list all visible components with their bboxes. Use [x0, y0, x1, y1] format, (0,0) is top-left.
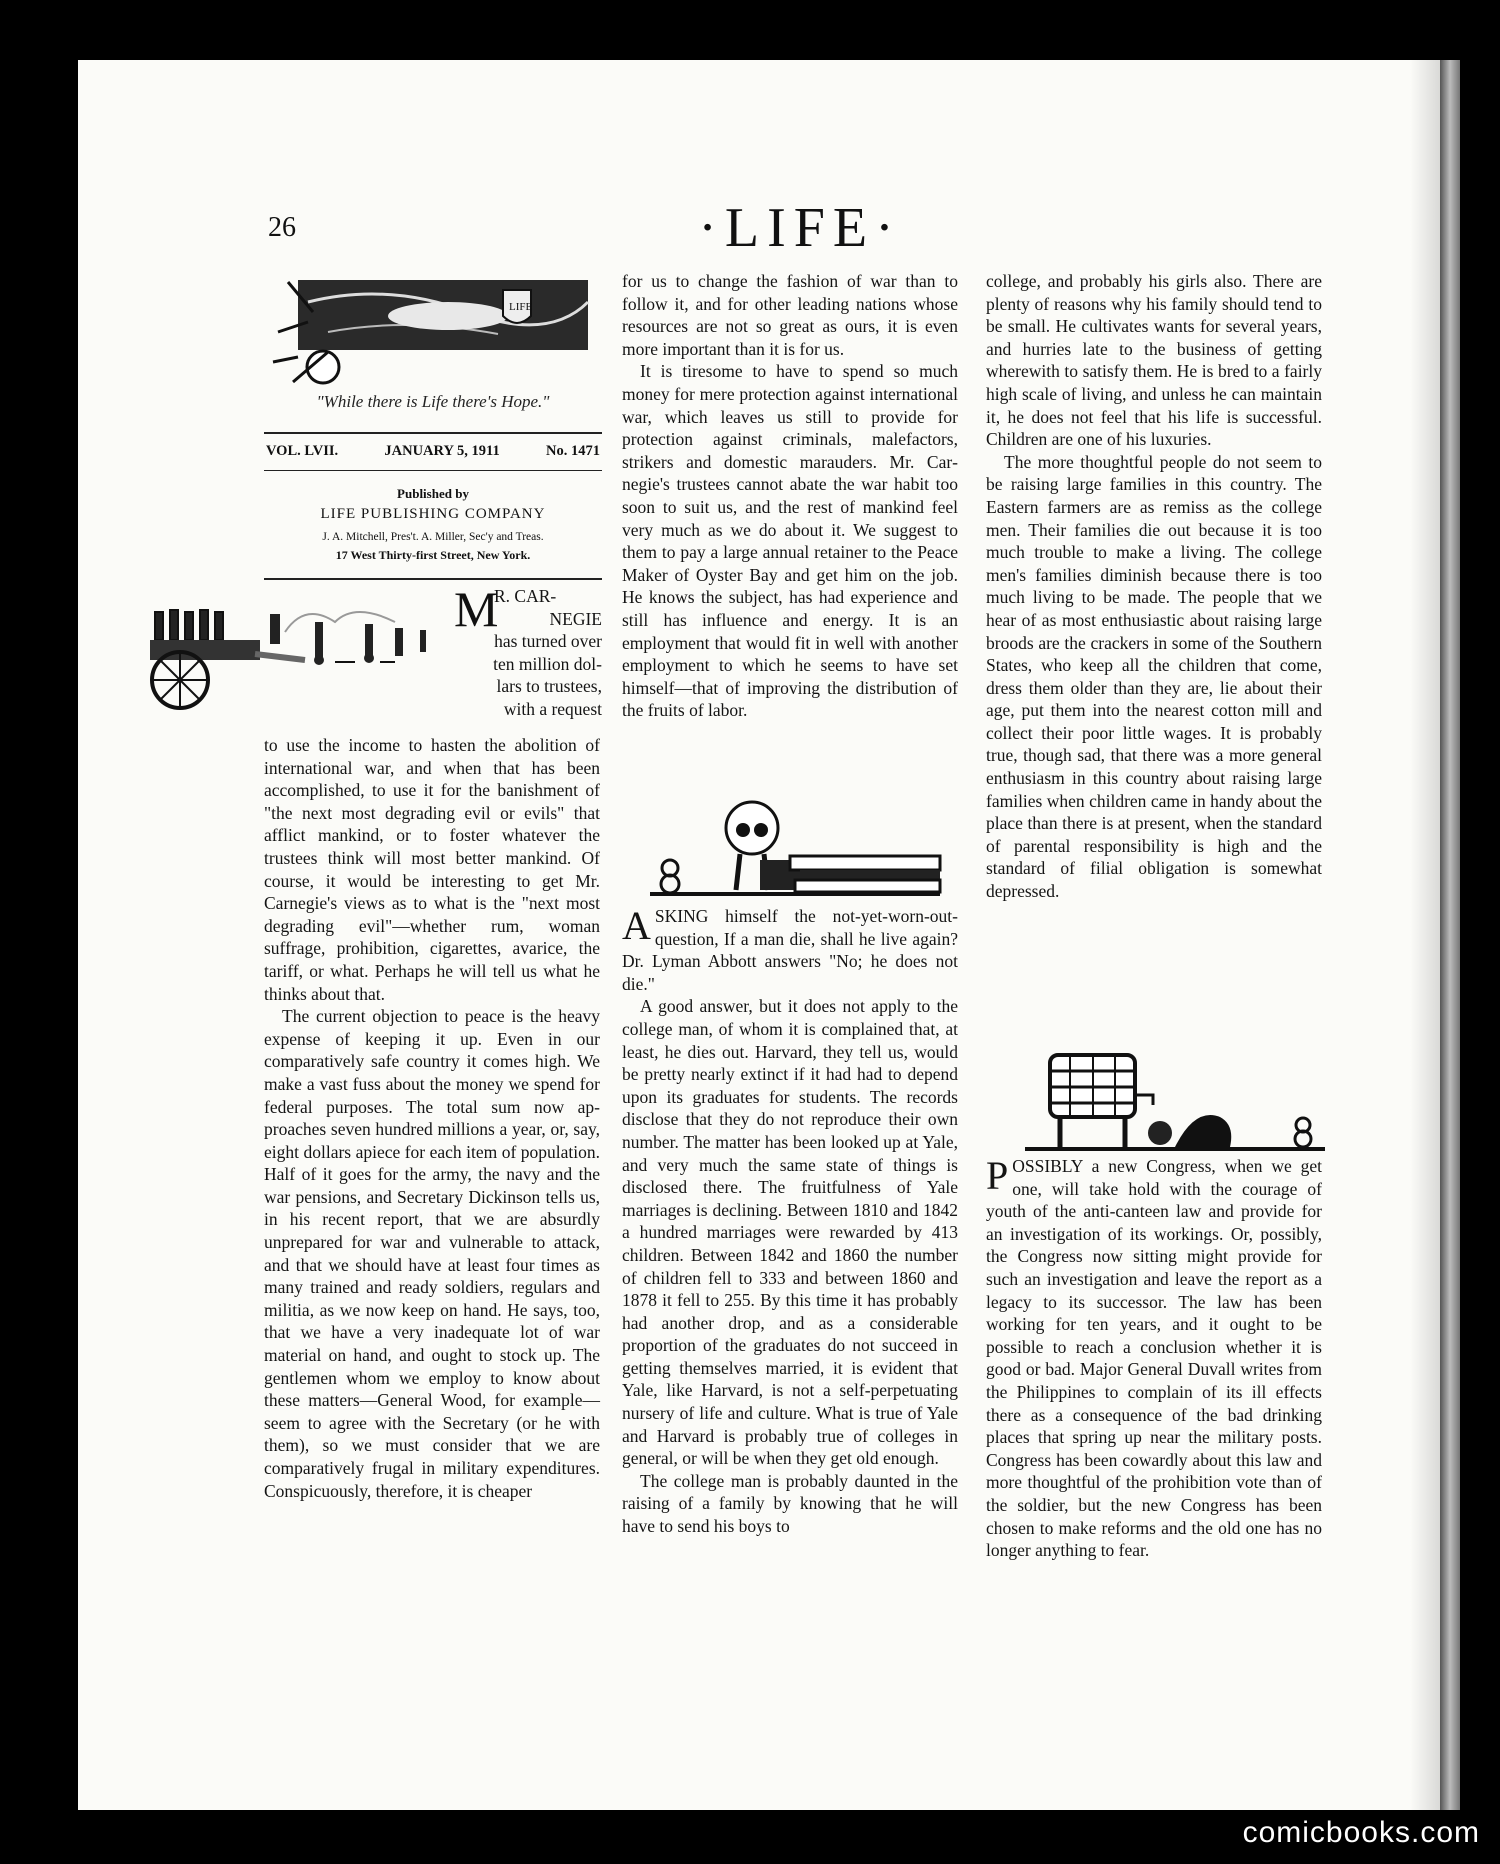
col3-paragraph-1: college, and probably his girls also. There are plenty of reasons why his family should tend to be small. He cultivates wants for several years, and hurries late to the business of getting wherewith to satisfy them. He is bred to a fairly high scale of living, and unless he can maintain it, he does not feel that his life is successful. Children are one of his luxuries. [986, 271, 1322, 450]
masthead-title: ·LIFE· [698, 197, 902, 259]
cannon-soldiers-illustration [130, 592, 460, 722]
issue-number: No. 1471 [546, 443, 600, 459]
publisher-company: LIFE PUBLISHING COMPANY [320, 506, 546, 522]
col3-paragraph-3 [986, 1155, 1322, 1562]
dropcap-p: P [986, 1153, 1009, 1198]
lead-line-4: ten million dol- [493, 653, 602, 674]
rule-mid [264, 470, 602, 471]
col1-paragraph-2: The current objection to peace is the heavy expense of keeping it up. Even in our comparatively safe country it comes high. We make a vast fuss about the money we spend for federal purposes. The total sum now approaches seven hundred millions a year, or, say, eight dollars apiece for each item of population. Half of it goes for the army, the navy and the war pensions, and Secretary Dickinson tells us, in his recent report, that we are absurdly unprepared for war and vulnerable to attack, and that we should have at least four times as many trained and ready soldiers, regulars and militia, as we now keep on hand. He says, too, that we have a very inadequate lot of war material on hand, and ought to stock up. The gentlemen whom we employ to know about these matters—General Wood, for example—seem to agree with the Secretary (or he with them), so we must consider that we are comparatively frugal in military expenditures. Conspicuously, therefore, it is cheaper [264, 1006, 600, 1501]
lead-line-2: NEGIE [549, 608, 602, 629]
volume-line [266, 443, 600, 460]
svg-text:LIFE: LIFE [509, 301, 533, 313]
column-2 [622, 270, 958, 722]
motto: "While there is Life there's Hope." [316, 392, 550, 411]
column-2-second-article [622, 905, 958, 1538]
publisher-officers: J. A. Mitchell, Pres't. A. Miller, Sec'y and Treas. [322, 531, 544, 543]
page-number: 26 [268, 212, 296, 243]
lead-paragraph-start [454, 581, 602, 721]
watermark: comicbooks.com [1242, 1816, 1480, 1849]
volume-number: VOL. LVII. [266, 443, 339, 459]
column-1 [264, 734, 600, 1644]
publisher-block [264, 486, 602, 563]
column-3 [986, 270, 1322, 903]
lead-line-3: has turned over [494, 631, 602, 652]
col3-paragraph-2: The more thoughtful people do not seem to be raising large families in this country. The Eastern farmers are as remiss as the college men. Their families die out because it is too much trouble to make a living. The college men's families diminish because there is too much living to be made. The people that we hear of as most enthusiastic about raising large broods are the crackers in some of the Southern States, who keep all the children that come, dress them older than they are, lie about their age, put them into the nearest cotton mill and collect their poor little wages. It is probably true, though sad, that there was a more general enthusiasm in this country about raising large families when children came in handy about the place than there is at present, when the standard of parental responsibility is high and the standard of filial obligation is somewhat depressed. [986, 451, 1322, 902]
column-3-second-article [986, 1155, 1322, 1562]
publisher-address: 17 West Thirty-first Street, New York. [335, 548, 531, 562]
lead-line-1: R. CAR- [494, 586, 557, 606]
dropcap-a: A [622, 903, 651, 948]
col2-paragraph-3-text: SKING himself the not-yet-worn-out-question, If a man die, shall he live again? Dr. Lyman Abbott answers "No; he does not die." [622, 906, 958, 994]
rule-bottom [264, 578, 602, 580]
book-gutter [1440, 60, 1460, 1810]
col2-paragraph-5: The college man is probably daunted in the raising of a family by knowing that he will have to send his boys to [622, 1470, 958, 1537]
owl-books-illustration [640, 798, 950, 900]
lead-line-6: with a request [503, 698, 602, 719]
barrel-illustration [1015, 1045, 1335, 1155]
col3-paragraph-3-text: OSSIBLY a new Congress, when we get one, will take hold with the courage of youth of the anti-canteen law and provide for an investigation of its workings. Or, possibly, the Congress now sitting might provide for such an investigation and leave the report as a legacy to its successor. The law has been working for ten years, and it ought to be possible to reach a conclusion whether it is good or bad. Major General Duvall writes from the Philippines to complain of its ill effects there as a consequence of the bad drinking places that spring up near the military posts. Congress has been cowardly about this law and more thoughtful of the prohibition vote than of the soldier, but the new Congress has been chosen to make reforms and the old one has no longer anything to fear. [986, 1156, 1322, 1561]
dropcap-m: M [454, 581, 499, 637]
col2-paragraph-1: for us to change the fashion of war than to follow it, and for other leading nations whose resources are not so great as ours, it is even more important than it is for us. [622, 271, 958, 359]
lead-line-5: lars to trustees, [496, 676, 602, 697]
rule-top [264, 432, 602, 434]
published-by: Published by [397, 486, 469, 501]
col2-paragraph-4: A good answer, but it does not apply to the college man, of whom it is complained that, at least, he dies out. Harvard, they tell us, would be pretty nearly extinct if it had had to depend upon its graduates for students. The records disclose that they do not reproduce their own number. The matter has been looked up at Yale, and very much the same state of things is disclosed there. The fruitfulness of Yale marriages is declining. Between 1810 and 1842 a hundred marriages were rewarded by 413 children. Between 1842 and 1860 the number of children fell to 333 and between 1860 and 1878 it fell to 255. By this time it has probably had another drop, and as a considerable proportion of the graduates do not succeed in getting themselves married, it is evident that Yale, like Harvard, is not a self-perpetuating nursery of life and culture. What is true of Yale and Harvard is probably true of colleges in general, or will be when they get old enough. [622, 996, 958, 1469]
life-logo-illustration [268, 272, 598, 392]
col1-paragraph-1: to use the income to hasten the abolition of international war, and when that has been accomplished, to use it for the banishment of "the next most degrading evil or evils" that afflict mankind, or to foster whatever the trustees think will most better mankind. Of course, it would be interesting to get Mr. Carnegie's views as to what is the "next most degrading evil"—whether rum, woman suffrage, prohibition, cigarettes, avarice, the tariff, or what. Perhaps he will tell us what he thinks about that. [264, 735, 600, 1004]
col2-paragraph-2: It is tiresome to have to spend so much money for mere protection against international war, which leaves us still to provide for protection against criminals, malefactors, strikers and domestic marauders. Mr. Carnegie's trustees cannot abate the war habit too soon to suit us, and the rest of mankind feel very much as we do about it. We suggest to them to pay a large annual retainer to the Peace Maker of Oyster Bay and get him on the job. He knows the subject, has had experience and still has influence and energy. It is an employment that would fit in well with another employment to which he seems to have set himself—that of improving the distribution of the fruits of labor. [622, 361, 958, 721]
issue-date: JANUARY 5, 1911 [384, 443, 500, 459]
col2-paragraph-3 [622, 905, 958, 995]
